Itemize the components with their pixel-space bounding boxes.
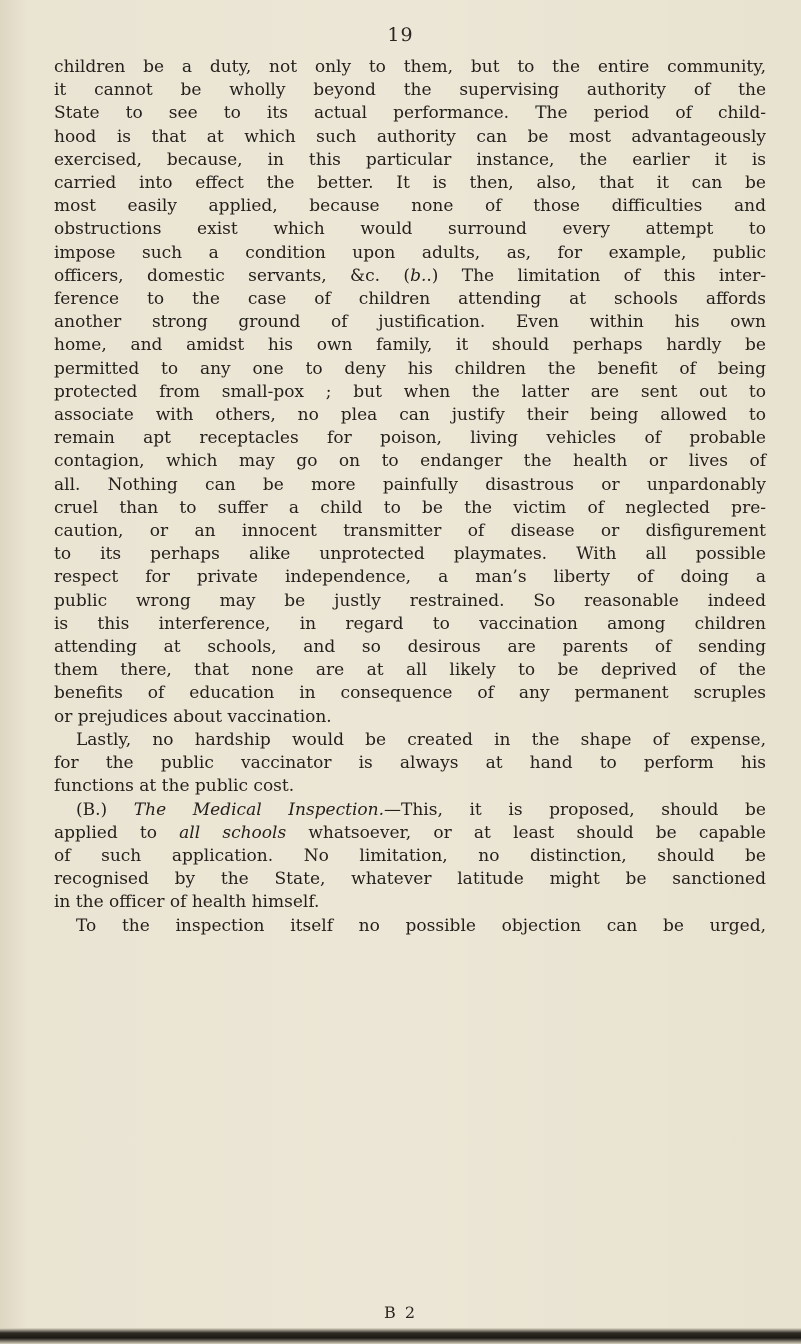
page-bottom-edge — [0, 1328, 801, 1344]
text-line: To the inspection itself no possible objection can be urged, — [76, 915, 766, 936]
text-fragment: whatsoever, or at least should be capable — [286, 822, 766, 843]
text-line: cruel than to suffer a child to be the victim of neglected pre- — [54, 497, 766, 518]
text-line: of such application. No limitation, no distinction, should be — [54, 845, 766, 866]
text-line: exercised, because, in this particular instance, the earlier it is — [54, 149, 766, 170]
italic-emphasis: all schools — [179, 822, 287, 843]
section-title: The Medical Inspection. — [133, 799, 384, 820]
text-line: obstructions exist which would surround every attempt to — [54, 219, 766, 240]
text-line: functions at the public cost. — [54, 776, 295, 797]
text-line: children be a duty, not only to them, but to the entire community, — [54, 57, 766, 77]
text-fragment: .) The limitation of this inter- — [426, 265, 767, 286]
text-line: all. Nothing can be more painfully disastrous or unpardonably — [54, 474, 766, 495]
text-line: most easily applied, because none of those difficulties and — [54, 196, 766, 217]
text-line: public wrong may be justly restrained. So reasonable indeed — [54, 590, 766, 611]
section-label: (B.) — [76, 799, 134, 820]
text-fragment: officers, domestic servants, &c. ( — [54, 265, 411, 286]
text-line: attending at schools, and so desirous are parents of sending — [54, 637, 766, 658]
text-line: it cannot be wholly beyond the supervising authority of the — [54, 80, 766, 101]
text-line: caution, or an innocent transmitter of disease or disfigurement — [54, 521, 766, 542]
text-line: recognised by the State, whatever latitude might be sanctioned — [54, 869, 766, 890]
text-line: them there, that none are at all likely to be deprived of the — [54, 660, 766, 681]
text-line: respect for private independence, a man’s liberty of doing a — [54, 567, 766, 588]
text-line: home, and amidst his own family, it should perhaps hardly be — [54, 335, 766, 356]
text-line: to its perhaps alike unprotected playmates. With all possible — [54, 544, 766, 565]
page-number: 19 — [387, 24, 414, 46]
text-line-with-italic — [54, 822, 766, 845]
text-line-with-italic — [54, 265, 766, 288]
text-line: another strong ground of justification. Even within his own — [54, 312, 766, 333]
text-line: protected from small-pox ; but when the latter are sent out to — [54, 381, 766, 402]
text-line: permitted to any one to deny his children the benefit of being — [54, 358, 766, 379]
text-line: benefits of education in consequence of any permanent scruples — [54, 683, 766, 704]
text-line: remain apt receptacles for poison, living vehicles of probable — [54, 428, 766, 449]
text-line: hood is that at which such authority can be most advantageously — [54, 126, 766, 147]
text-line: ference to the case of children attending at schools affords — [54, 289, 766, 310]
section-heading-line — [54, 799, 766, 822]
text-line: or prejudices about vaccination. — [54, 706, 332, 727]
text-fragment: applied to — [54, 822, 180, 843]
body-text — [54, 56, 766, 938]
text-line: associate with others, no plea can justify their being allowed to — [54, 405, 766, 426]
text-line: is this interference, in regard to vaccination among children — [54, 613, 766, 634]
text-line: impose such a condition upon adults, as, for example, public — [54, 242, 766, 263]
text-line: Lastly, no hardship would be created in the shape of expense, — [76, 729, 766, 750]
italic-marker: b. — [410, 265, 427, 286]
signature-mark: B 2 — [383, 1303, 418, 1322]
text-line: for the public vaccinator is always at hand to perform his — [54, 753, 766, 774]
text-fragment: —This, it is proposed, should be — [384, 799, 766, 820]
text-line: in the officer of health himself. — [54, 892, 320, 913]
text-line: contagion, which may go on to endanger the health or lives of — [54, 451, 766, 472]
text-line: State to see to its actual performance. The period of child- — [54, 103, 766, 124]
text-line: carried into effect the better. It is then, also, that it can be — [54, 173, 766, 194]
